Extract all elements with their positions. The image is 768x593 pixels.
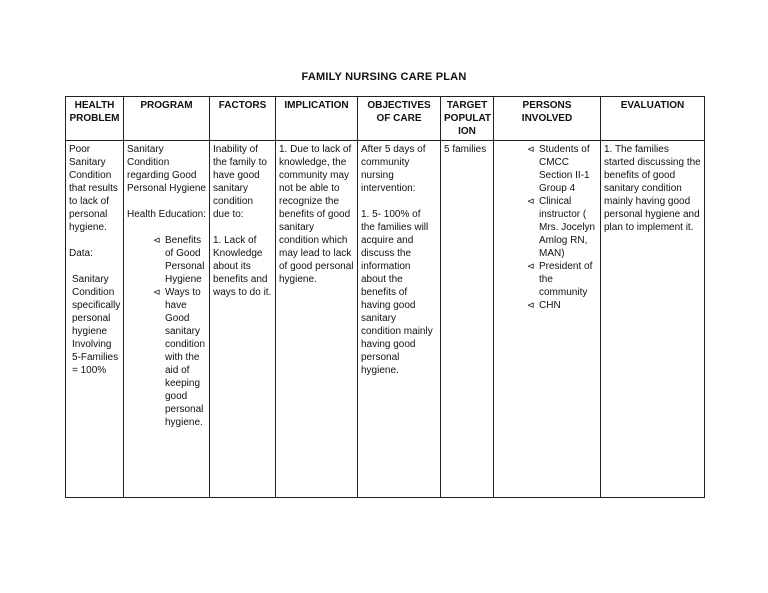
cell-evaluation — [601, 141, 705, 498]
list-item — [127, 234, 206, 286]
checkmark-bullet-icon: ⊲ — [527, 261, 535, 271]
cell-program — [124, 141, 210, 498]
header-target-population: TARGET POPULAT ION — [441, 97, 494, 141]
checkmark-bullet-icon: ⊲ — [527, 300, 535, 310]
care-plan-table — [65, 96, 705, 498]
header-health-problem: HEALTH PROBLEM — [66, 97, 124, 141]
data-label: Data: — [69, 248, 93, 259]
implication-text: 1. Due to lack of knowledge, the community may not be able to recognize the benefits of good sanitary condition which may lead to lack of good personal hygiene. — [279, 144, 354, 285]
target-population-text: 5 families — [444, 144, 487, 155]
program-bullet-text: Ways to have Good sanitary condition with the aid of keeping good personal hygiene. — [165, 287, 206, 428]
checkmark-bullet-icon: ⊲ — [527, 144, 535, 154]
header-implication: IMPLICATION — [276, 97, 358, 141]
person-text: Students of CMCC Section II-1 Group 4 — [539, 144, 590, 194]
objectives-intro: After 5 days of community nursing intervention: — [361, 144, 426, 194]
header-evaluation: EVALUATION — [601, 97, 705, 141]
health-education-label: Health Education: — [127, 209, 206, 220]
cell-objectives — [358, 141, 441, 498]
document-title: FAMILY NURSING CARE PLAN — [301, 71, 467, 83]
list-item — [527, 299, 597, 312]
header-objectives: OBJECTIVES OF CARE — [358, 97, 441, 141]
table-row — [66, 141, 705, 498]
cell-implication — [276, 141, 358, 498]
checkmark-bullet-icon: ⊲ — [527, 196, 535, 206]
list-item — [527, 143, 597, 195]
list-item — [527, 195, 597, 260]
persons-list — [497, 143, 597, 312]
health-problem-statement: Poor Sanitary Condition that results to lack of personal hygiene. — [69, 144, 118, 233]
list-item — [527, 260, 597, 299]
factors-item: 1. Lack of Knowledge about its benefits and ways to do it. — [213, 235, 272, 298]
person-text: Clinical instructor ( Mrs. Jocelyn Amlog RN, MAN) — [539, 196, 596, 259]
header-row — [66, 97, 705, 141]
health-problem-data: Sanitary Condition specifically personal hygiene Involving 5-Families = 100% — [72, 274, 121, 376]
evaluation-text: 1. The families started discussing the benefits of good sanitary condition mainly having good personal hygiene and plan to implement it. — [604, 144, 701, 233]
program-title: Sanitary Condition regarding Good Personal Hygiene — [127, 144, 206, 194]
cell-health-problem — [66, 141, 124, 498]
program-bullet-text: Benefits of Good Personal Hygiene — [165, 235, 205, 285]
list-item — [127, 286, 206, 429]
checkmark-bullet-icon: ⊲ — [153, 235, 161, 245]
objectives-item: 1. 5- 100% of the families will acquire and discuss the information about the benefits of having good sanitary condition mainly having good personal hygiene. — [361, 209, 433, 376]
person-text: CHN — [539, 300, 561, 311]
cell-persons-involved — [494, 141, 601, 498]
header-factors: FACTORS — [210, 97, 276, 141]
cell-factors — [210, 141, 276, 498]
person-text: President of the community — [539, 261, 593, 298]
cell-target-population — [441, 141, 494, 498]
factors-intro: Inability of the family to have good sanitary condition due to: — [213, 144, 267, 220]
header-program: PROGRAM — [124, 97, 210, 141]
checkmark-bullet-icon: ⊲ — [153, 287, 161, 297]
header-persons-involved: PERSONS INVOLVED — [494, 97, 601, 141]
